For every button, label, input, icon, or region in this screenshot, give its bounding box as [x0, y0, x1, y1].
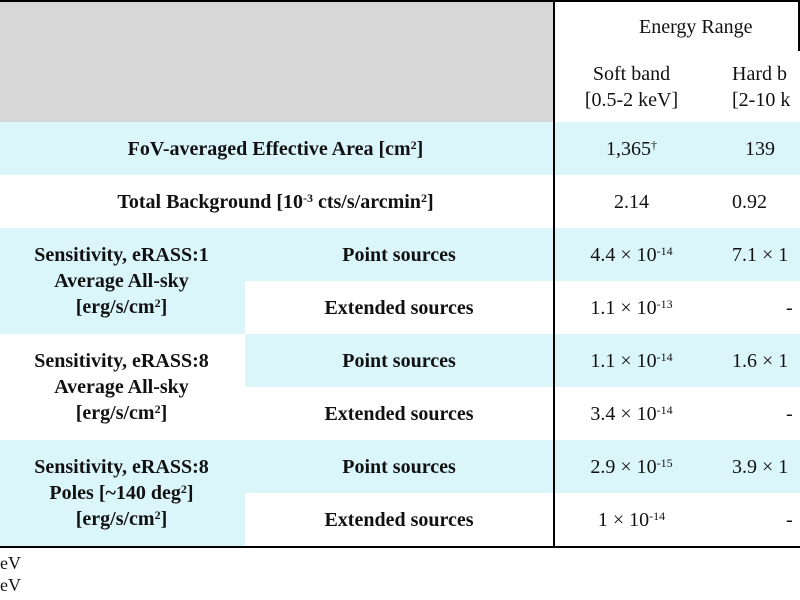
group-1-ext-hard: - — [708, 281, 800, 336]
group-2-ext-hard: - — [708, 387, 800, 442]
group-1-ext-soft: $1.1 \times 10^{-13}$ — [555, 281, 710, 336]
hard-band-range: [2-10 k — [732, 88, 791, 111]
background-label-text: Total Background [$10^{-3}$ cts/s/arcmin$^2$] — [117, 190, 434, 213]
background-label — [0, 175, 555, 230]
group-1-point-soft: $4.4 \times 10^{-14}$ — [555, 228, 710, 283]
group-3-point-label: Point sources — [245, 440, 555, 495]
effective-area-hard: 139 — [708, 122, 800, 177]
footnote-2: eV — [0, 575, 21, 595]
group-1-ext-label: Extended sources — [245, 281, 555, 336]
sensitivity-group-1-label: Sensitivity, eRASS:1 Average All-sky $[erg/s/cm^2]$ — [0, 228, 247, 336]
group-2-ext-soft: $3.4 \times 10^{-14}$ — [555, 387, 710, 442]
footnote-1: eV — [0, 553, 21, 573]
group-2-ext-label: Extended sources — [245, 387, 555, 442]
background-hard: 0.92 — [708, 175, 800, 230]
soft-band-name: Soft band — [592, 62, 671, 85]
group-2-point-label: Point sources — [245, 334, 555, 389]
group-3-point-hard: 3.9 × 1 — [708, 440, 800, 495]
effective-area-label — [0, 122, 555, 177]
energy-range-label: Energy Range — [639, 15, 753, 38]
effective-area-label-text: FoV-averaged Effective Area $[cm^2]$ — [127, 137, 424, 160]
background-soft: 2.14 — [555, 175, 710, 230]
group-3-ext-hard: - — [708, 493, 800, 548]
group-2-point-soft: $1.1 \times 10^{-14}$ — [555, 334, 710, 389]
sensitivity-group-3-label: Sensitivity, eRASS:8 Poles [~140 deg$^2$] $[erg/s/cm^2]$ — [0, 440, 247, 548]
group-1-point-hard: 7.1 × 1 — [708, 228, 800, 283]
sensitivity-group-2-label: Sensitivity, eRASS:8 Average All-sky $[erg/s/cm^2]$ — [0, 334, 247, 442]
hard-band-header — [708, 51, 800, 124]
soft-band-range: [0.5-2 keV] — [584, 88, 679, 111]
group-3-ext-label: Extended sources — [245, 493, 555, 548]
effective-area-soft: 1,365† — [555, 122, 710, 177]
energy-range-header — [555, 2, 800, 53]
header-empty-cell — [0, 2, 555, 124]
group-2-point-hard: 1.6 × 1 — [708, 334, 800, 389]
hard-band-name: Hard b — [732, 62, 787, 85]
soft-band-header — [555, 51, 710, 124]
group-3-point-soft: $2.9 \times 10^{-15}$ — [555, 440, 710, 495]
group-1-point-label: Point sources — [245, 228, 555, 283]
group-3-ext-soft: $1 \times 10^{-14}$ — [555, 493, 710, 548]
